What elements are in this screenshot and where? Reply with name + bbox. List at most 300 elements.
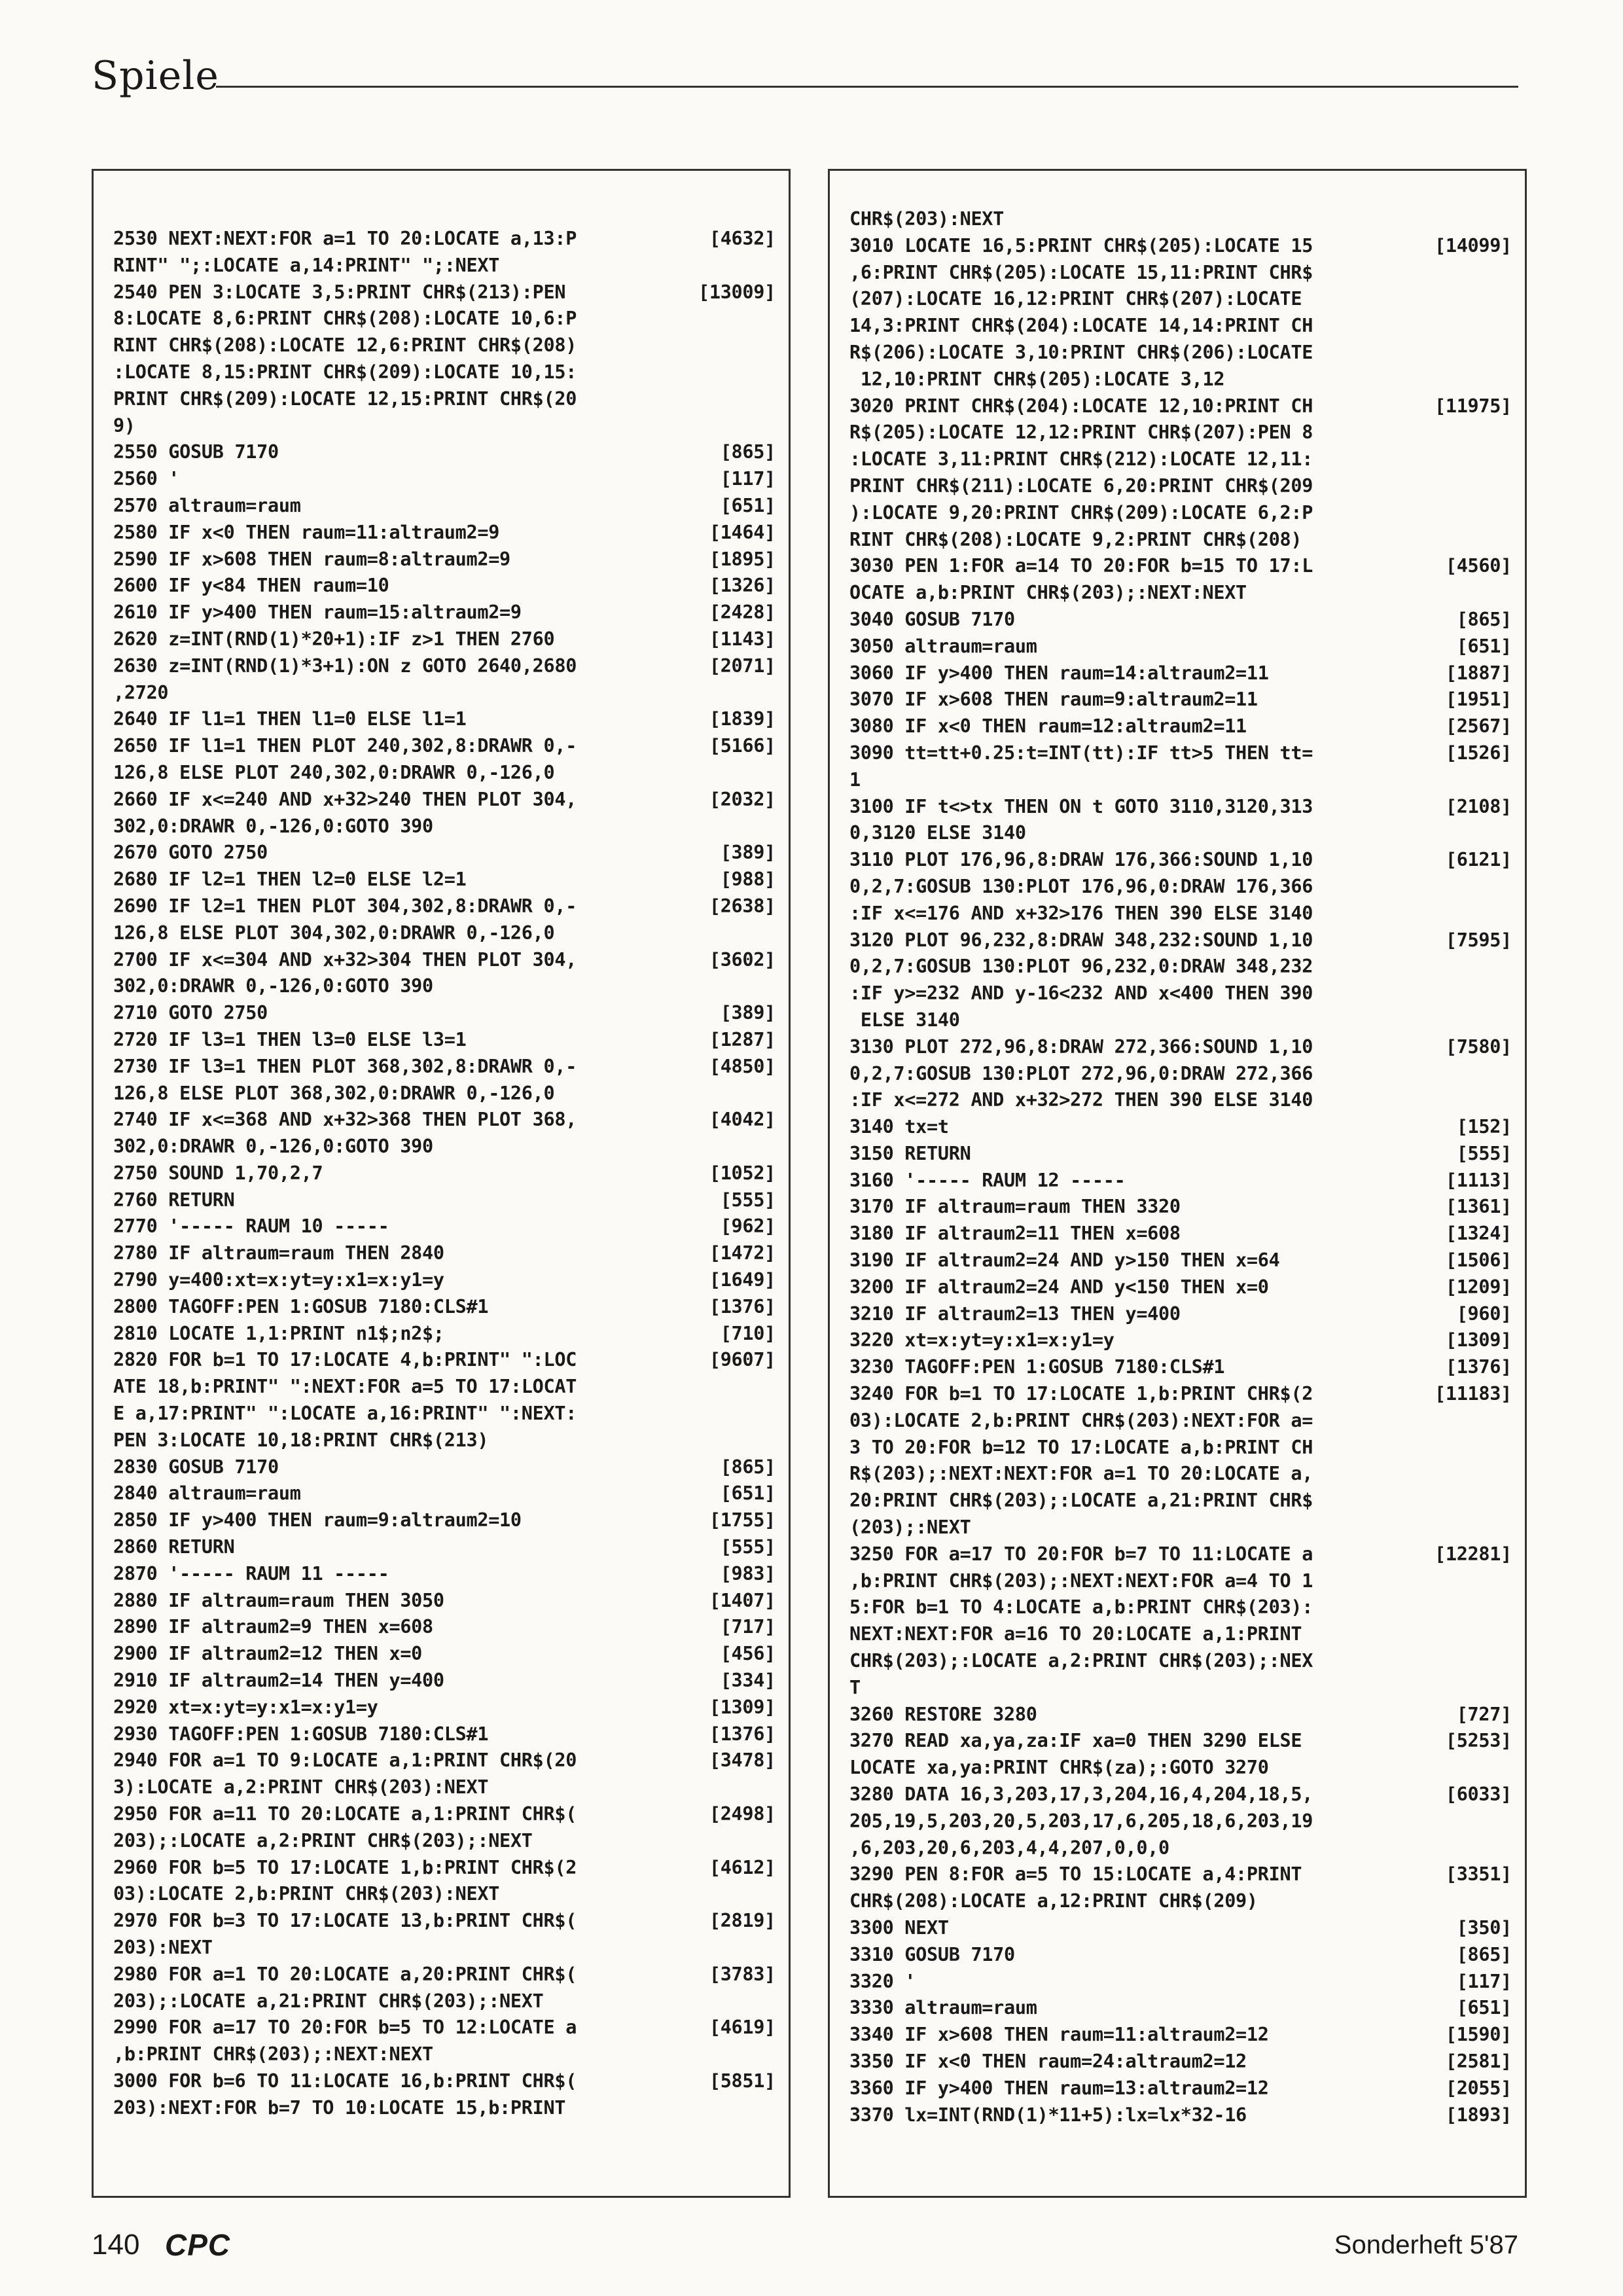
listing-line	[113, 1267, 776, 1294]
code-text: 3280 DATA 16,3,203,17,3,204,16,4,204,18,5,	[849, 1784, 1313, 1806]
listing-line	[849, 1168, 1512, 1194]
code-text: 2840 altraum=raum	[113, 1482, 301, 1505]
listing-line	[849, 1861, 1512, 1888]
listing-column-right	[828, 169, 1527, 2198]
code-text: ,b:PRINT CHR$(203);:NEXT:NEXT	[113, 2043, 433, 2066]
code-text: 5:FOR b=1 TO 4:LOCATE a,b:PRINT CHR$(203):	[849, 1596, 1313, 1619]
code-text: 3160 '----- RAUM 12 -----	[849, 1169, 1126, 1191]
checksum: [7595]	[1445, 929, 1512, 951]
checksum: [1209]	[1445, 1276, 1512, 1298]
listing-line	[849, 767, 1512, 794]
listing-line	[849, 1034, 1512, 1061]
checksum: [983]	[720, 1562, 776, 1585]
code-text: 302,0:DRAWR 0,-126,0:GOTO 390	[113, 815, 433, 837]
checksum: [1361]	[1445, 1196, 1512, 1218]
checksum: [4560]	[1445, 555, 1512, 577]
checksum: [152]	[1456, 1116, 1512, 1138]
code-text: 3120 PLOT 96,232,8:DRAW 348,232:SOUND 1,10	[849, 929, 1313, 951]
code-text: NEXT:NEXT:FOR a=16 TO 20:LOCATE a,1:PRINT	[849, 1623, 1302, 1645]
listing-line	[849, 1488, 1512, 1515]
listing-line	[113, 359, 776, 386]
checksum: [865]	[1456, 608, 1512, 630]
code-text: 2570 altraum=raum	[113, 494, 301, 516]
code-text: 2770 '----- RAUM 10 -----	[113, 1215, 389, 1238]
listing-line	[849, 2102, 1512, 2129]
listing-line	[113, 1988, 776, 2015]
code-text: 2660 IF x<=240 AND x+32>240 THEN PLOT 304,	[113, 788, 577, 810]
code-text: T	[849, 1676, 861, 1698]
checksum: [710]	[720, 1322, 776, 1344]
checksum: [2428]	[709, 601, 776, 624]
page-header	[92, 50, 1518, 109]
checksum: [1052]	[709, 1162, 776, 1184]
issue-label: Sonderheft 5'87	[1334, 2231, 1518, 2259]
listing-line	[849, 1408, 1512, 1435]
code-text: :IF x<=176 AND x+32>176 THEN 390 ELSE 3140	[849, 902, 1313, 924]
listing-line	[113, 520, 776, 547]
listing-line	[849, 393, 1512, 420]
code-text: 302,0:DRAWR 0,-126,0:GOTO 390	[113, 975, 433, 997]
code-text: 3040 GOSUB 7170	[849, 608, 1015, 630]
code-text: 14,3:PRINT CHR$(204):LOCATE 14,14:PRINT CH	[849, 315, 1313, 337]
code-text: 2630 z=INT(RND(1)*3+1):ON z GOTO 2640,2680	[113, 655, 577, 677]
listing-line	[849, 1969, 1512, 1996]
code-text: 3140 tx=t	[849, 1116, 949, 1138]
code-text: 2930 TAGOFF:PEN 1:GOSUB 7180:CLS#1	[113, 1723, 489, 1745]
header-rule	[216, 86, 1518, 88]
listing-line	[849, 473, 1512, 500]
listing-line	[849, 420, 1512, 446]
listing-line	[113, 1641, 776, 1668]
checksum: [1506]	[1445, 1249, 1512, 1272]
listing-line	[113, 1107, 776, 1134]
listing-line	[849, 1995, 1512, 2022]
checksum: [727]	[1456, 1703, 1512, 1725]
code-text: 2680 IF l2=1 THEN l2=0 ELSE l2=1	[113, 869, 467, 891]
listing-line	[849, 553, 1512, 580]
listing-line	[113, 947, 776, 974]
code-text: 3060 IF y>400 THEN raum=14:altraum2=11	[849, 662, 1269, 684]
listing-line	[113, 814, 776, 840]
listing-line	[849, 206, 1512, 233]
listing-line	[849, 580, 1512, 607]
code-text: 3270 READ xa,ya,za:IF xa=0 THEN 3290 ELSE	[849, 1730, 1302, 1752]
code-text: 2870 '----- RAUM 11 -----	[113, 1562, 389, 1585]
listing-line	[849, 874, 1512, 901]
checksum: [865]	[720, 1456, 776, 1478]
listing-line	[113, 1427, 776, 1454]
checksum: [14099]	[1434, 234, 1512, 257]
code-text: 2830 GOSUB 7170	[113, 1456, 279, 1478]
checksum: [555]	[1456, 1142, 1512, 1164]
listing-line	[113, 226, 776, 253]
checksum: [1895]	[709, 548, 776, 570]
code-text: 126,8 ELSE PLOT 368,302,0:DRAWR 0,-126,0	[113, 1082, 555, 1104]
listing-line	[113, 867, 776, 893]
checksum: [1649]	[709, 1269, 776, 1291]
listing-line	[849, 740, 1512, 767]
code-text: ,b:PRINT CHR$(203);:NEXT:NEXT:FOR a=4 TO 1	[849, 1570, 1313, 1592]
checksum: [3351]	[1445, 1863, 1512, 1886]
code-text: 2670 GOTO 2750	[113, 842, 268, 864]
checksum: [5253]	[1445, 1730, 1512, 1752]
checksum: [1526]	[1445, 742, 1512, 764]
listing-line	[113, 1027, 776, 1054]
code-text: 3030 PEN 1:FOR a=14 TO 20:FOR b=15 TO 17:L	[849, 555, 1313, 577]
listing-line	[849, 954, 1512, 980]
checksum: [1590]	[1445, 2024, 1512, 2046]
code-text: 2990 FOR a=17 TO 20:FOR b=5 TO 12:LOCATE a	[113, 2017, 577, 2039]
code-text: 2690 IF l2=1 THEN PLOT 304,302,8:DRAWR 0,-	[113, 895, 577, 917]
listing-line	[113, 1054, 776, 1081]
listing-line	[849, 2049, 1512, 2075]
listing-line	[113, 306, 776, 332]
checksum: [4612]	[709, 1856, 776, 1878]
listing-line	[849, 500, 1512, 527]
listing-line	[849, 1461, 1512, 1488]
checksum: [1407]	[709, 1589, 776, 1611]
listing-line	[849, 1782, 1512, 1808]
checksum: [1472]	[709, 1242, 776, 1265]
code-text: 20:PRINT CHR$(203);:LOCATE a,21:PRINT CHR$	[849, 1490, 1313, 1512]
checksum: [2071]	[709, 655, 776, 677]
code-text: 9)	[113, 414, 135, 437]
code-text: :LOCATE 8,15:PRINT CHR$(209):LOCATE 10,15:	[113, 361, 577, 383]
code-text: CHR$(203):NEXT	[849, 208, 1005, 230]
checksum: [1326]	[709, 575, 776, 597]
listing-line	[849, 1675, 1512, 1702]
code-text: 2950 FOR a=11 TO 20:LOCATE a,1:PRINT CHR$(	[113, 1803, 577, 1825]
code-text: 203):NEXT:FOR b=7 TO 10:LOCATE 15,b:PRINT	[113, 2096, 566, 2119]
checksum: [2032]	[709, 788, 776, 810]
code-text: 2740 IF x<=368 AND x+32>368 THEN PLOT 368,	[113, 1109, 577, 1131]
listing-line	[113, 733, 776, 760]
code-text: CHR$(208):LOCATE a,12:PRINT CHR$(209)	[849, 1890, 1258, 1912]
listing-line	[849, 1381, 1512, 1408]
code-text: 3 TO 20:FOR b=12 TO 17:LOCATE a,b:PRINT CH	[849, 1436, 1313, 1458]
code-text: 3170 IF altraum=raum THEN 3320	[849, 1196, 1181, 1218]
listing-line	[113, 893, 776, 920]
checksum: [1287]	[709, 1028, 776, 1050]
checksum: [6033]	[1445, 1784, 1512, 1806]
checksum: [2108]	[1445, 795, 1512, 817]
listing-line	[849, 1835, 1512, 1862]
checksum: [1143]	[709, 628, 776, 650]
code-text: 0,2,7:GOSUB 130:PLOT 272,96,0:DRAW 272,366	[849, 1062, 1313, 1085]
code-text: 3230 TAGOFF:PEN 1:GOSUB 7180:CLS#1	[849, 1356, 1225, 1378]
code-text: 2880 IF altraum=raum THEN 3050	[113, 1589, 444, 1611]
code-text: PEN 3:LOCATE 10,18:PRINT CHR$(213)	[113, 1429, 489, 1451]
checksum: [2567]	[1445, 715, 1512, 738]
code-text: R$(206):LOCATE 3,10:PRINT CHR$(206):LOCATE	[849, 341, 1313, 363]
listing-line	[113, 1321, 776, 1348]
code-text: 203);:LOCATE a,21:PRINT CHR$(203);:NEXT	[113, 1990, 544, 2012]
code-text: 3):LOCATE a,2:PRINT CHR$(203):NEXT	[113, 1776, 489, 1799]
code-text: (203);:NEXT	[849, 1516, 971, 1539]
code-text: 3150 RETURN	[849, 1142, 971, 1164]
listing-line	[113, 1828, 776, 1855]
listing-lines	[113, 226, 776, 2122]
code-text: 0,2,7:GOSUB 130:PLOT 96,232,0:DRAW 348,232	[849, 956, 1313, 978]
listing-line	[113, 920, 776, 947]
magazine-logo: CPC	[165, 2228, 231, 2262]
listing-line	[113, 680, 776, 707]
code-text: 2760 RETURN	[113, 1189, 235, 1211]
listing-line	[849, 1274, 1512, 1301]
code-text: 3260 RESTORE 3280	[849, 1703, 1037, 1725]
listing-line	[113, 1588, 776, 1615]
listing-line	[113, 1294, 776, 1321]
checksum: [555]	[720, 1536, 776, 1558]
listing-line	[113, 706, 776, 733]
checksum: [456]	[720, 1643, 776, 1665]
code-text: 3190 IF altraum2=24 AND y>150 THEN x=64	[849, 1249, 1280, 1272]
section-title: Spiele	[92, 50, 224, 102]
code-text: ,6,203,20,6,203,4,4,207,0,0,0	[849, 1837, 1169, 1859]
listing-line	[113, 973, 776, 1000]
checksum: [4632]	[709, 228, 776, 249]
code-text: 1	[849, 768, 861, 791]
checksum: [4619]	[709, 2017, 776, 2039]
code-text: RINT CHR$(208):LOCATE 12,6:PRINT CHR$(208)	[113, 334, 577, 357]
code-text: ,2720	[113, 681, 169, 704]
listing-line	[849, 233, 1512, 260]
listing-line	[113, 573, 776, 600]
listing-line	[849, 1621, 1512, 1648]
checksum: [11183]	[1434, 1383, 1512, 1405]
code-text: 3050 altraum=raum	[849, 635, 1037, 657]
code-text: 3100 IF t<>tx THEN ON t GOTO 3110,3120,313	[849, 795, 1313, 817]
page-number: 140	[92, 2229, 140, 2261]
checksum: [1376]	[709, 1723, 776, 1745]
listing-line	[113, 653, 776, 680]
checksum: [651]	[1456, 635, 1512, 657]
listing-line	[849, 1755, 1512, 1782]
code-text: OCATE a,b:PRINT CHR$(203);:NEXT:NEXT	[849, 582, 1247, 604]
code-text: 3320 '	[849, 1970, 916, 1992]
listing-line	[849, 2075, 1512, 2102]
listing-line	[113, 1480, 776, 1507]
code-text: 3330 altraum=raum	[849, 1997, 1037, 2019]
checksum: [389]	[720, 842, 776, 864]
listing-line	[849, 1435, 1512, 1462]
listing-line	[113, 466, 776, 493]
checksum: [2055]	[1445, 2077, 1512, 2099]
listing-line	[849, 634, 1512, 660]
checksum: [4850]	[709, 1055, 776, 1077]
code-text: 2640 IF l1=1 THEN l1=0 ELSE l1=1	[113, 708, 467, 730]
listing-lines	[849, 206, 1512, 2128]
code-text: 3000 FOR b=6 TO 11:LOCATE 16,b:PRINT CHR$(	[113, 2070, 577, 2092]
checksum: [1376]	[1445, 1356, 1512, 1378]
checksum: [1324]	[1445, 1223, 1512, 1245]
page-footer	[92, 2222, 1518, 2268]
code-text: 2560 '	[113, 468, 180, 490]
code-text: 2530 NEXT:NEXT:FOR a=1 TO 20:LOCATE a,13:P	[113, 228, 577, 249]
listing-line	[849, 660, 1512, 687]
checksum: [1887]	[1445, 662, 1512, 684]
code-text: 03):LOCATE 2,b:PRINT CHR$(203):NEXT:FOR a=	[849, 1409, 1313, 1431]
code-text: 3200 IF altraum2=24 AND y<150 THEN x=0	[849, 1276, 1269, 1298]
code-text: 203);:LOCATE a,2:PRINT CHR$(203);:NEXT	[113, 1829, 533, 1852]
code-text: 12,10:PRINT CHR$(205):LOCATE 3,12	[849, 368, 1225, 390]
listing-line	[849, 1648, 1512, 1675]
code-text: 3360 IF y>400 THEN raum=13:altraum2=12	[849, 2077, 1269, 2099]
code-text: 2820 FOR b=1 TO 17:LOCATE 4,b:PRINT" ":LOC	[113, 1349, 577, 1371]
listing-line	[113, 1614, 776, 1641]
code-text: 3220 xt=x:yt=y:x1=x:y1=y	[849, 1329, 1115, 1352]
listing-line	[113, 1187, 776, 1214]
listing-line	[113, 2068, 776, 2095]
code-text: ):LOCATE 9,20:PRINT CHR$(209):LOCATE 6,2:P	[849, 501, 1313, 524]
code-text: 2810 LOCATE 1,1:PRINT n1$;n2$;	[113, 1322, 444, 1344]
code-text: PRINT CHR$(209):LOCATE 12,15:PRINT CHR$(20	[113, 387, 577, 410]
listing-line	[113, 1081, 776, 1107]
listing-line	[113, 1454, 776, 1481]
listing-line	[113, 840, 776, 867]
checksum: [3602]	[709, 948, 776, 971]
listing-line	[849, 713, 1512, 740]
code-text: 2940 FOR a=1 TO 9:LOCATE a,1:PRINT CHR$(20	[113, 1749, 577, 1772]
checksum: [13009]	[698, 281, 776, 303]
checksum: [2638]	[709, 895, 776, 917]
code-text: 203):NEXT	[113, 1937, 213, 1958]
listing-line	[113, 1507, 776, 1534]
checksum: [1951]	[1445, 689, 1512, 711]
code-text: 3210 IF altraum2=13 THEN y=400	[849, 1302, 1181, 1325]
code-text: R$(205):LOCATE 12,12:PRINT CHR$(207):PEN 8	[849, 422, 1313, 444]
listing-line	[113, 1134, 776, 1160]
listing-line	[113, 1908, 776, 1935]
code-text: 2800 TAGOFF:PEN 1:GOSUB 7180:CLS#1	[113, 1295, 489, 1318]
listing-line	[849, 1087, 1512, 1114]
listing-line	[849, 2022, 1512, 2049]
checksum: [1309]	[1445, 1329, 1512, 1352]
listing-line	[113, 1962, 776, 1988]
checksum: [334]	[720, 1670, 776, 1692]
listing-line	[113, 439, 776, 466]
checksum: [2498]	[709, 1803, 776, 1825]
listing-line	[849, 260, 1512, 287]
code-text: 126,8 ELSE PLOT 304,302,0:DRAWR 0,-126,0	[113, 922, 555, 944]
listing-line	[113, 279, 776, 306]
listing-line	[113, 1534, 776, 1561]
code-text: 2920 xt=x:yt=y:x1=x:y1=y	[113, 1696, 378, 1718]
checksum: [1309]	[709, 1696, 776, 1718]
code-text: 3010 LOCATE 16,5:PRINT CHR$(205):LOCATE 15	[849, 234, 1313, 257]
code-text: 2610 IF y>400 THEN raum=15:altraum2=9	[113, 601, 522, 624]
listing-line	[849, 1515, 1512, 1541]
code-text: 3130 PLOT 272,96,8:DRAW 272,366:SOUND 1,10	[849, 1035, 1313, 1058]
listing-line	[849, 820, 1512, 847]
code-text: 2860 RETURN	[113, 1536, 235, 1558]
listing-line	[113, 1881, 776, 1908]
checksum: [117]	[1456, 1970, 1512, 1992]
checksum: [2819]	[709, 1910, 776, 1932]
listing-line	[849, 1702, 1512, 1729]
code-text: 3020 PRINT CHR$(204):LOCATE 12,10:PRINT CH	[849, 395, 1313, 417]
listing-line	[113, 1801, 776, 1828]
listing-line	[113, 787, 776, 814]
checksum: [651]	[720, 494, 776, 516]
checksum: [988]	[720, 869, 776, 891]
listing-line	[113, 2041, 776, 2068]
listing-line	[113, 386, 776, 413]
listing-line	[113, 1935, 776, 1962]
listing-line	[113, 1347, 776, 1374]
checksum: [4042]	[709, 1109, 776, 1131]
listing-line	[113, 1721, 776, 1748]
code-text: 2780 IF altraum=raum THEN 2840	[113, 1242, 444, 1265]
code-text: :IF x<=272 AND x+32>272 THEN 390 ELSE 3140	[849, 1089, 1313, 1111]
code-text: RINT" ";:LOCATE a,14:PRINT" ";:NEXT	[113, 254, 500, 276]
code-text: CHR$(203);:LOCATE a,2:PRINT CHR$(203);:NEX	[849, 1650, 1313, 1672]
code-text: 2980 FOR a=1 TO 20:LOCATE a,20:PRINT CHR$(	[113, 1963, 577, 1985]
code-text: 2730 IF l3=1 THEN PLOT 368,302,8:DRAWR 0,-	[113, 1055, 577, 1077]
code-text: 3310 GOSUB 7170	[849, 1943, 1015, 1965]
code-text: 126,8 ELSE PLOT 240,302,0:DRAWR 0,-126,0	[113, 761, 555, 783]
listing-line	[849, 1354, 1512, 1381]
listing-line	[849, 927, 1512, 954]
listing-line	[849, 1247, 1512, 1274]
listing-line	[113, 1561, 776, 1588]
listing-line	[849, 1194, 1512, 1221]
listing-line	[849, 1568, 1512, 1595]
checksum: [960]	[1456, 1302, 1512, 1325]
checksum: [350]	[1456, 1917, 1512, 1939]
checksum: [555]	[720, 1189, 776, 1211]
code-text: 2590 IF x>608 THEN raum=8:altraum2=9	[113, 548, 510, 570]
listing-line	[849, 1301, 1512, 1328]
checksum: [651]	[1456, 1997, 1512, 2019]
checksum: [7580]	[1445, 1035, 1512, 1058]
code-text: :LOCATE 3,11:PRINT CHR$(212):LOCATE 12,11:	[849, 448, 1313, 471]
code-text: 3290 PEN 8:FOR a=5 TO 15:LOCATE a,4:PRINT	[849, 1863, 1302, 1886]
code-text: 03):LOCATE 2,b:PRINT CHR$(203):NEXT	[113, 1883, 500, 1905]
listing-line	[113, 493, 776, 520]
code-text: :IF y>=232 AND y-16<232 AND x<400 THEN 390	[849, 982, 1313, 1005]
checksum: [6121]	[1445, 849, 1512, 871]
code-text: 2750 SOUND 1,70,2,7	[113, 1162, 323, 1184]
code-text: 3340 IF x>608 THEN raum=11:altraum2=12	[849, 2024, 1269, 2046]
checksum: [3783]	[709, 1963, 776, 1985]
checksum: [9607]	[709, 1349, 776, 1371]
listing-line	[849, 313, 1512, 340]
checksum: [865]	[720, 441, 776, 463]
listing-line	[113, 2015, 776, 2041]
code-text: 2900 IF altraum2=12 THEN x=0	[113, 1643, 423, 1665]
code-text: 3080 IF x<0 THEN raum=12:altraum2=11	[849, 715, 1247, 738]
listing-line	[113, 1240, 776, 1267]
listing-line	[113, 1668, 776, 1695]
code-text: 3090 tt=tt+0.25:t=INT(tt):IF tt>5 THEN tt=	[849, 742, 1313, 764]
code-text: 2960 FOR b=5 TO 17:LOCATE 1,b:PRINT CHR$(2	[113, 1856, 577, 1878]
listing-line	[849, 340, 1512, 367]
code-text: 8:LOCATE 8,6:PRINT CHR$(208):LOCATE 10,6:P	[113, 308, 577, 330]
code-text: 2580 IF x<0 THEN raum=11:altraum2=9	[113, 521, 500, 543]
listing-line	[113, 1774, 776, 1801]
checksum: [389]	[720, 1002, 776, 1024]
checksum: [117]	[720, 468, 776, 490]
checksum: [651]	[720, 1482, 776, 1505]
listing-line	[849, 847, 1512, 874]
checksum: [1839]	[709, 708, 776, 730]
code-text: 3370 lx=INT(RND(1)*11+5):lx=lx*32-16	[849, 2104, 1247, 2126]
checksum: [3478]	[709, 1749, 776, 1772]
listing-line	[849, 794, 1512, 821]
code-text: 3350 IF x<0 THEN raum=24:altraum2=12	[849, 2050, 1247, 2072]
listing-line	[113, 2095, 776, 2122]
